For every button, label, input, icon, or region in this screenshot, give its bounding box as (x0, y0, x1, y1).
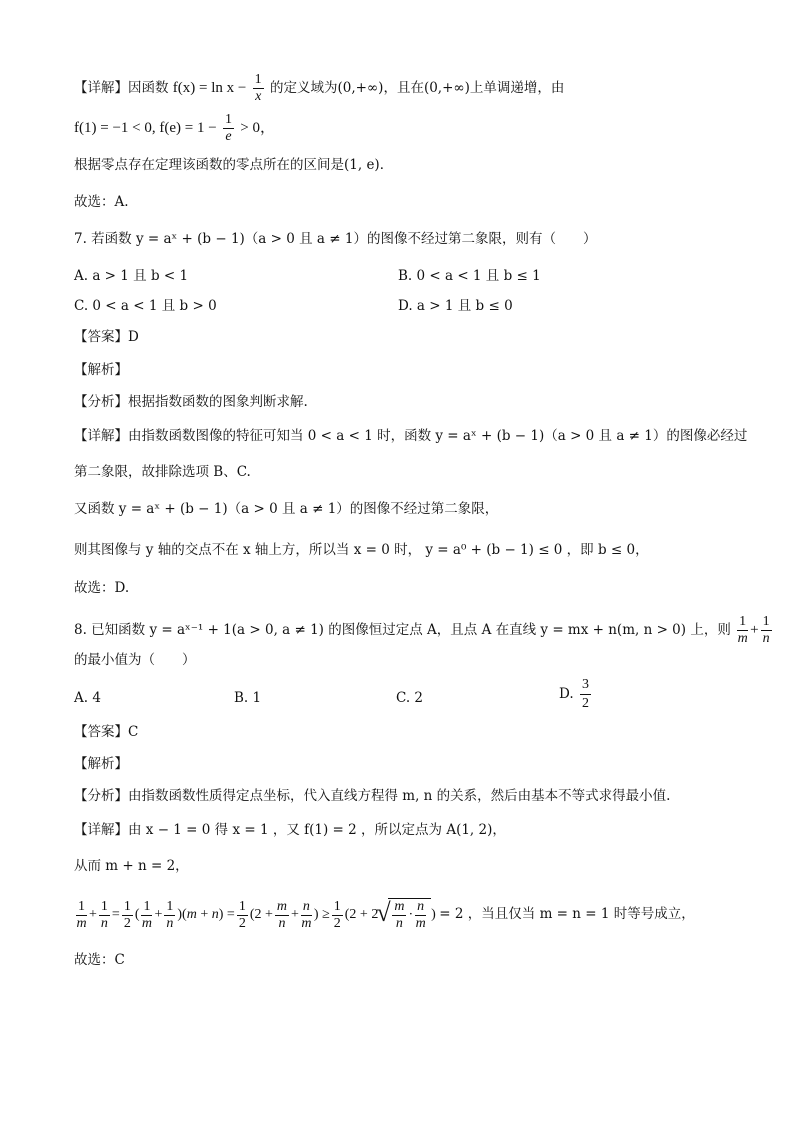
q8-detail-line2: 从而 m + n = 2， (74, 858, 189, 874)
q7-answer: 【答案】D (74, 329, 139, 345)
q8-option-a: A. 4 (74, 690, 101, 706)
q7-option-a: A. a > 1 且 b < 1 (74, 268, 189, 284)
q6-values-tail: > 0， (240, 120, 275, 136)
q8-option-d (559, 676, 593, 713)
q6-choose: 故选：A. (74, 194, 129, 210)
q6-domain-text: 的定义域为(0,+∞)，且在(0,+∞)上单调递增，由 (269, 80, 565, 96)
q7-detail-line3: 又函数 y = aˣ + (b − 1)（a > 0 且 a ≠ 1）的图像不经过第二象限， (74, 501, 499, 517)
q6-function-expr: f(x) = ln x − (172, 80, 247, 96)
q8-fraction-1-over-n: $\frac{1}{n}$ (762, 614, 770, 646)
q8-answer: 【答案】C (74, 724, 139, 740)
q8-analysis-heading: 【解析】 (74, 756, 128, 772)
q7-option-b: B. 0 < a < 1 且 b ≤ 1 (398, 268, 541, 284)
q7-stem: 7. 若函数 y = aˣ + (b − 1)（a > 0 且 a ≠ 1）的图像不经过第二象限，则有（ ） (74, 231, 597, 247)
q7-option-d: D. a > 1 且 b ≤ 0 (398, 298, 513, 314)
q8-option-c: C. 2 (396, 690, 424, 706)
q7-detail-line2: 第二象限，故排除选项 B、C. (74, 464, 251, 480)
q8-equality-condition: = 2 ，当且仅当 m = n = 1 时等号成立， (439, 906, 695, 923)
q8-option-d-fraction: $\frac{3}{2}$ (581, 677, 589, 711)
q6-fraction-1-over-e: $\frac{1}{e}$ (224, 112, 232, 144)
q6-values-expr: f(1) = −1 < 0, f(e) = 1 − (74, 120, 217, 136)
q7-fenxi: 【分析】根据指数函数的图象判断求解. (74, 394, 308, 410)
q8-fenxi: 【分析】由指数函数性质得定点坐标，代入直线方程得 m, n 的关系，然后由基本不等式求得最小值. (74, 788, 671, 804)
q8-plus: + (750, 622, 759, 638)
q6-conclusion: 根据零点存在定理该函数的零点所在的区间是(1, e)． (74, 157, 394, 173)
q8-option-d-label: D. (559, 686, 574, 702)
q8-inequality-line: $\frac{1}{m}$ + $\frac{1}{n}$ = $\frac{1}{2}$ ( $\frac{1}{m}$ + $\frac{1}{n}$ )(m + n) = $\frac{1}{2}$ (2 + $\frac{m}{n}$ + $\frac{n}{m}$ ) ≥ $\frac{1}{2}$ (2 + 2 √ $\frac{m}{n}$ · $\frac{n}{m}$ ) = 2 ，当且仅当 m = n = 1 时等号成立， (74, 898, 734, 932)
q7-choose: 故选：D. (74, 580, 130, 596)
q8-stem-line2: 的最小值为（ ） (74, 652, 196, 668)
q8-stem-line1 (74, 614, 770, 647)
q6-detail-label: 【详解】因函数 (74, 80, 169, 96)
q8-choose: 故选：C (74, 952, 125, 968)
q8-fraction-1-over-m: $\frac{1}{m}$ (737, 614, 748, 646)
q6-detail-line1 (74, 72, 734, 105)
q8-stem-text: 8. 已知函数 y = aˣ⁻¹ + 1(a > 0, a ≠ 1) 的图像恒过定点 A，且点 A 在直线 y = mx + n(m, n > 0) 上，则 (74, 622, 731, 638)
q7-analysis-heading: 【解析】 (74, 362, 128, 378)
q8-detail-line1: 【详解】由 x − 1 = 0 得 x = 1 ，又 f(1) = 2 ，所以定点为 A(1, 2)， (74, 822, 506, 838)
q6-fraction-1-over-x: $\frac{1}{x}$ (254, 72, 262, 104)
q8-option-b: B. 1 (234, 690, 262, 706)
q7-option-c: C. 0 < a < 1 且 b > 0 (74, 298, 217, 314)
q7-detail-line4: 则其图像与 y 轴的交点不在 x 轴上方，所以当 x = 0 时， y = a⁰ + (b − 1) ≤ 0 ，即 b ≤ 0， (74, 542, 649, 558)
q7-detail-line1: 【详解】由指数函数图像的特征可知当 0 < a < 1 时，函数 y = aˣ + (b − 1)（a > 0 且 a ≠ 1）的图像必经过 (74, 428, 748, 444)
q6-detail-line2 (74, 112, 734, 145)
